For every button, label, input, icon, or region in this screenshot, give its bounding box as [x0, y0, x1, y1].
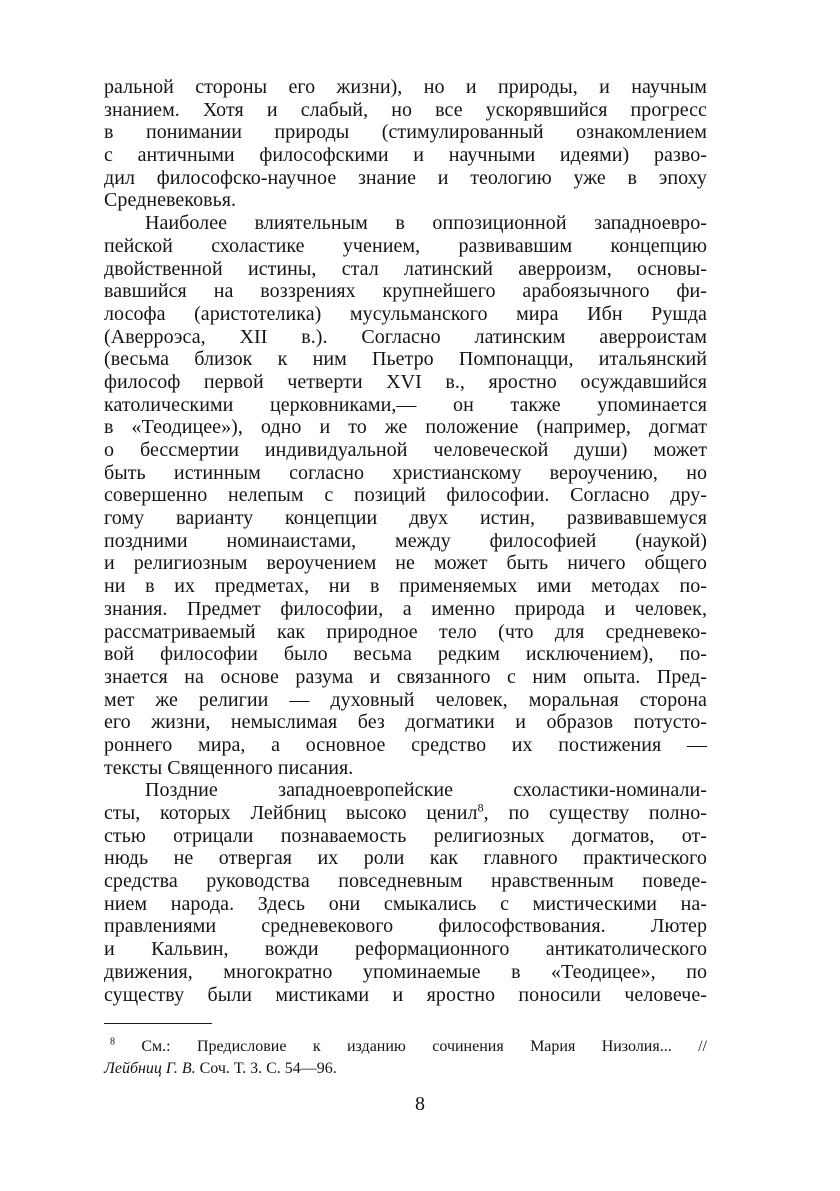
text-line-with-footnote-ref	[104, 802, 707, 825]
text-line: мет же религии — духовный человек, моральная сторона	[104, 688, 707, 711]
text-line: (Аверроэса, XII в.). Согласно латинским аверроистам	[104, 325, 707, 348]
text-line: тексты Священного писания.	[104, 756, 354, 779]
text-line: философ первой четверти XVI в., яростно осуждавшийся	[104, 370, 707, 393]
text-line: рассматриваемый как природное тело (что для средневеко-	[104, 620, 707, 643]
text-line: (весьма близок к ним Пьетро Помпонацци, итальянский	[104, 348, 707, 371]
text-line: о бессмертии индивидуальной человеческой души) может	[104, 439, 707, 461]
footnote-source: Соч. Т. 3. С. 54—96.	[195, 1060, 337, 1077]
text-line: вавшийся на воззрениях крупнейшего арабоязычного фи-	[104, 280, 707, 303]
text-line: стью отрицали познаваемость религиозных догматов, от-	[104, 824, 707, 847]
text-fragment: сты, которых Лейбниц высоко ценил	[104, 802, 478, 824]
text-line: Наиболее влиятельным в оппозиционной западноевро-	[145, 212, 707, 235]
text-line: совершенно нелепым с позиций философии. Согласно дру-	[104, 484, 707, 507]
footnote-divider	[104, 1023, 212, 1024]
footnote-author: Лейбниц Г. В.	[104, 1060, 196, 1077]
text-line: Средневековья.	[104, 189, 237, 212]
text-line: знанием. Хотя и слабый, но все ускорявшийся прогресс	[104, 98, 707, 121]
text-line: Поздние западноевропейские схоластики-номинали-	[145, 779, 707, 802]
text-line: существу были мистиками и яростно поносили человече-	[104, 983, 707, 1006]
footnote	[104, 1036, 707, 1080]
text-line: ральной стороны его жизни), но и природы, и научным	[104, 76, 707, 98]
text-line: нюдь не отвергая их роли как главного практического	[104, 847, 707, 870]
text-line: дил философско-научное знание и теологию уже в эпоху	[104, 166, 707, 189]
footnote-number: 8	[110, 1036, 115, 1048]
main-text	[104, 76, 707, 1006]
text-line: с античными философскими и научными идеями) разво-	[104, 144, 707, 167]
text-line: лософа (аристотелика) мусульманского мира Ибн Рушда	[104, 302, 707, 325]
text-line: знания. Предмет философии, а именно природа и человек,	[104, 597, 707, 620]
text-line: движения, многократно упоминаемые в «Теодицее», по	[104, 960, 707, 983]
page-number: 8	[415, 1093, 425, 1115]
text-line: и Кальвин, вожди реформационного антикатолического	[104, 938, 707, 961]
text-line: роннего мира, а основное средство их постижения —	[104, 733, 707, 756]
text-line: католическими церковниками,— он также упоминается	[104, 393, 707, 416]
text-line: и религиозным вероучением не может быть ничего общего	[104, 552, 707, 575]
text-line: средства руководства повседневным нравственным поведе-	[104, 870, 707, 893]
text-line: знается на основе разума и связанного с ним опыта. Пред-	[104, 665, 707, 688]
text-fragment: , по существу полно-	[483, 802, 707, 824]
text-line: ни в их предметах, ни в применяемых ими методах по-	[104, 575, 707, 598]
footnote-reference[interactable]: 8	[477, 800, 484, 815]
text-line: его жизни, немыслимая без догматики и образов потусто-	[104, 711, 707, 734]
text-line: в понимании природы (стимулированный ознакомлением	[104, 121, 707, 144]
text-line: гому варианту концепции двух истин, развивавшемуся	[104, 507, 707, 530]
text-line: пейской схоластике учением, развивавшим концепцию	[104, 234, 707, 257]
text-line: двойственной истины, стал латинский аверроизм, основы-	[104, 257, 707, 280]
footnote-line	[104, 1058, 707, 1080]
footnote-line	[104, 1036, 707, 1058]
text-line: вой философии было весьма редким исключением), по-	[104, 643, 707, 666]
text-line: нием народа. Здесь они смыкались с мистическими на-	[104, 892, 707, 915]
text-line: в «Теодицее»), одно и то же положение (например, догмат	[104, 416, 707, 439]
footnote-text: См.: Предисловие к изданию сочинения Мария Низолия... //	[141, 1038, 707, 1055]
text-line: правлениями средневекового философствования. Лютер	[104, 915, 707, 938]
text-line: поздними номинаистами, между философией (наукой)	[104, 529, 707, 552]
text-line: быть истинным согласно христианскому вероучению, но	[104, 461, 707, 484]
